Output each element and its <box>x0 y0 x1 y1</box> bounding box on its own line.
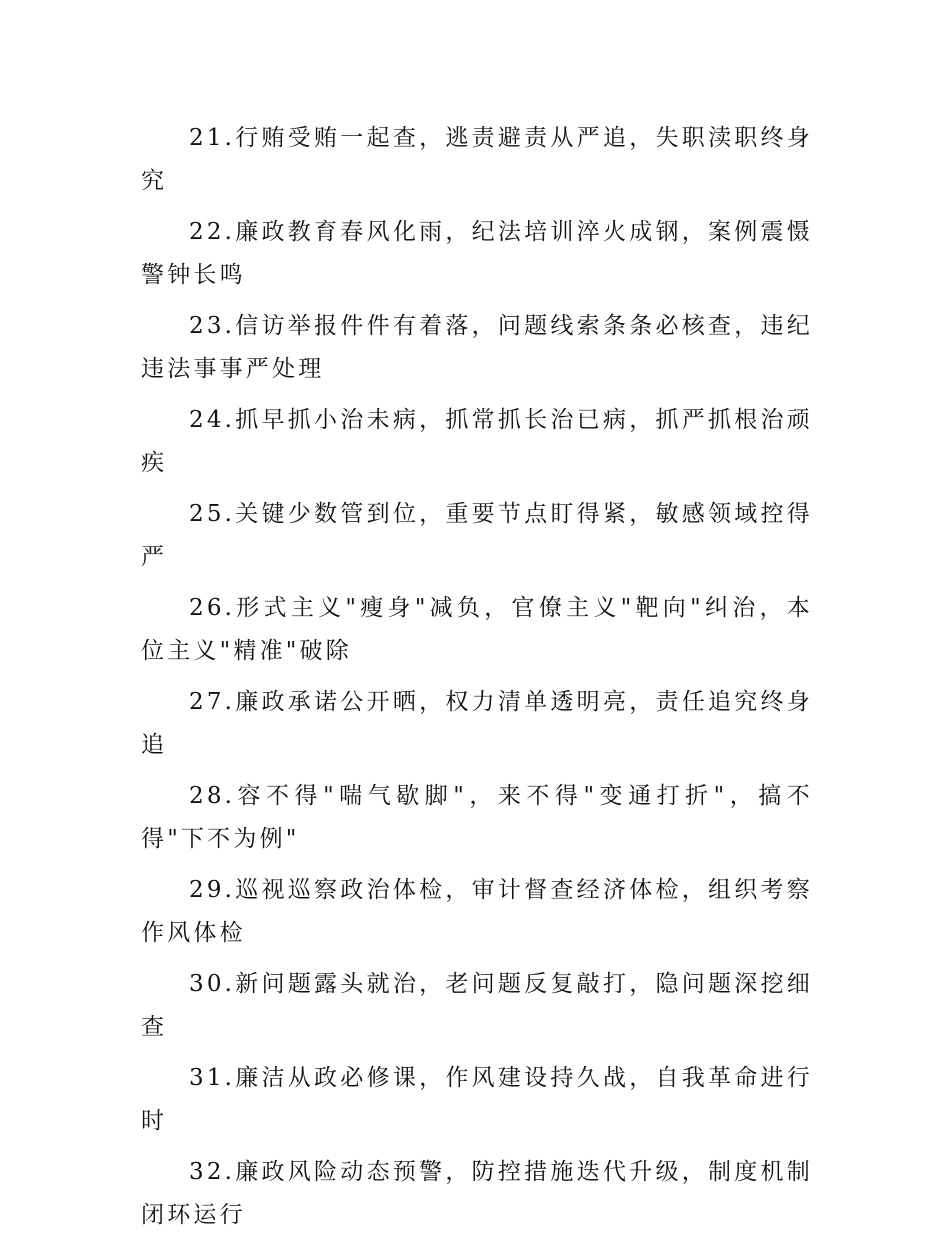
list-item: 32.廉政风险动态预警，防控措施迭代升级，制度机制闭环运行 <box>141 1159 813 1228</box>
list-item: 22.廉政教育春风化雨，纪法培训淬火成钢，案例震慑警钟长鸣 <box>141 219 813 288</box>
list-item: 25.关键少数管到位，重要节点盯得紧，敏感领域控得严 <box>141 501 813 570</box>
list-item: 21.行贿受贿一起查，逃责避责从严追，失职渎职终身究 <box>141 125 813 194</box>
list-item: 29.巡视巡察政治体检，审计督查经济体检，组织考察作风体检 <box>141 877 813 946</box>
list-item: 24.抓早抓小治未病，抓常抓长治已病，抓严抓根治顽疾 <box>141 407 813 476</box>
list-item: 28.容不得"喘气歇脚"，来不得"变通打折"，搞不得"下不为例" <box>141 783 813 852</box>
list-item: 30.新问题露头就治，老问题反复敲打，隐问题深挖细查 <box>141 971 813 1040</box>
document-body <box>141 117 813 1245</box>
list-item: 27.廉政承诺公开晒，权力清单透明亮，责任追究终身追 <box>141 689 813 758</box>
list-item: 26.形式主义"瘦身"减负，官僚主义"靶向"纠治，本位主义"精准"破除 <box>141 595 813 664</box>
list-item: 23.信访举报件件有着落，问题线索条条必核查，违纪违法事事严处理 <box>141 313 813 382</box>
list-item: 31.廉洁从政必修课，作风建设持久战，自我革命进行时 <box>141 1065 813 1134</box>
